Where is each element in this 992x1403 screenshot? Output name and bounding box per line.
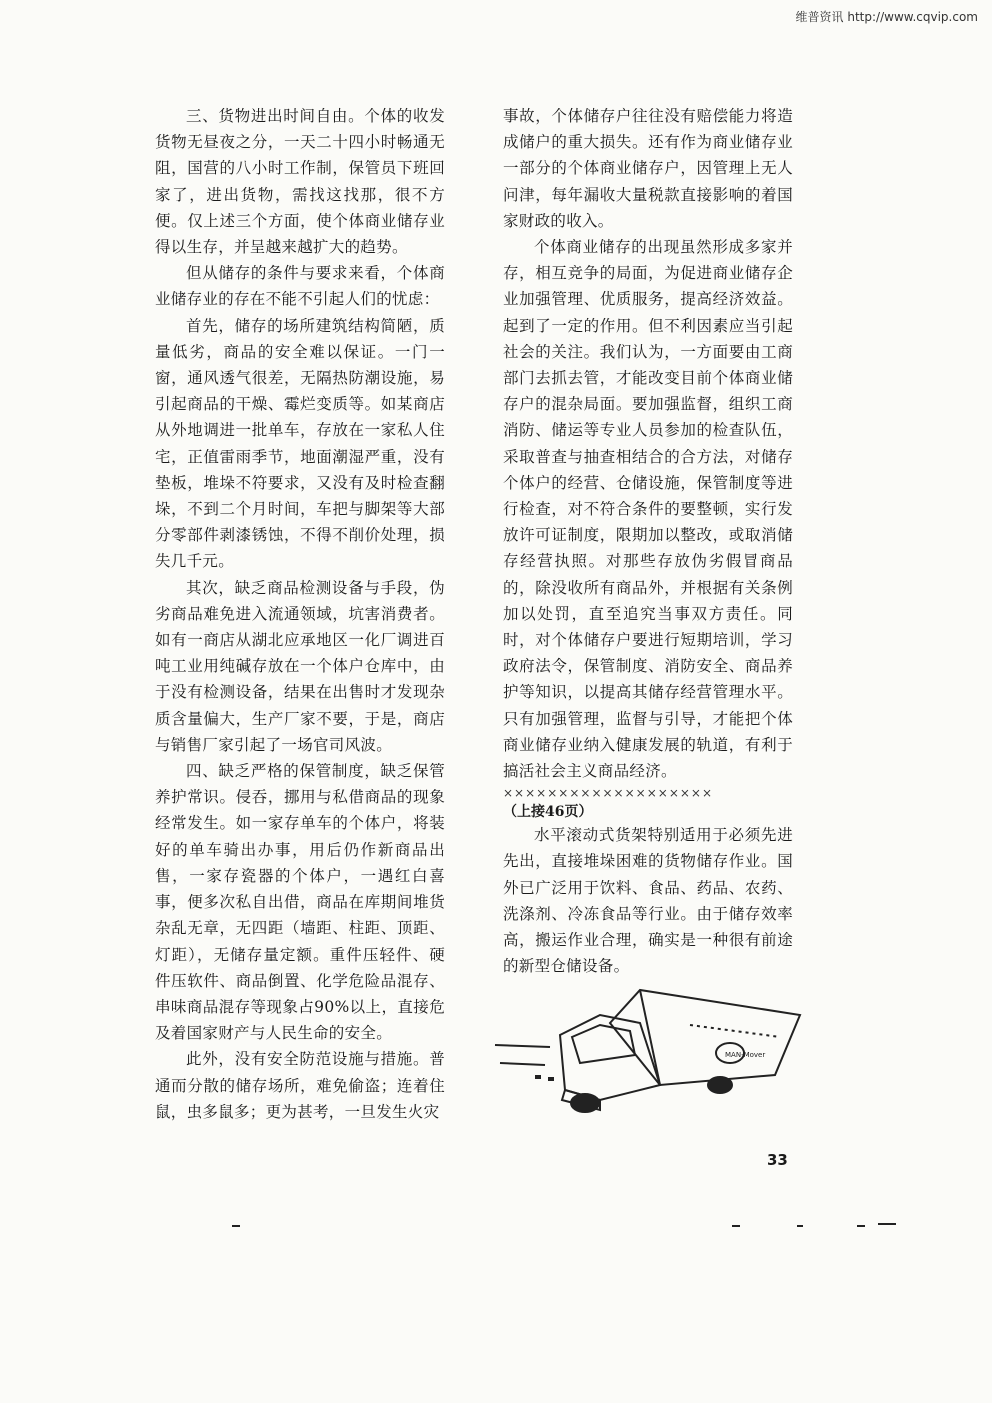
paragraph: 其次，缺乏商品检测设备与手段，伪劣商品难免进入流通领域，坑害消费者。如有一商店从湖北应承地区一化厂调进百吨工业用纯碱存放在一个体户仓库中，由于没有检测设备，结果在出售时才发现杂质含量偏大，生产厂家不要，于是，商店与销售厂家引起了一场官司风波。 — [155, 578, 445, 754]
scan-mark — [232, 1225, 240, 1227]
scan-mark — [878, 1223, 896, 1225]
page-number: 33 — [767, 1151, 788, 1169]
right-column — [503, 103, 793, 980]
paragraph: 水平滚动式货架特别适用于必须先进先出，直接堆垛困难的货物储存作业。国外已广泛用于饮料、食品、药品、农药、洗涤剂、冷冻食品等行业。由于储存效率高，搬运作业合理，确实是一种很有前途的新型仓储设备。 — [503, 826, 793, 976]
paragraph: 事故，个体储存户往往没有赔偿能力将造成储户的重大损失。还有作为商业储存业一部分的个体商业储存户，因管理上无人问津，每年漏收大量税款直接影响的着国家财政的收入。 — [503, 107, 793, 230]
paragraph: 个体商业储存的出现虽然形成多家并存，相互竞争的局面，为促进商业储存企业加强管理、优质服务，提高经济效益。起到了一定的作用。但不利因素应当引起社会的关注。我们认为，一方面要由工商部门去抓去管，才能改变目前个体商业储存户的混杂局面。要加强监督，组织工商消防、储运等专业人员参加的检查队伍，采取普查与抽查相结合的合方法，对储存个体户的经营、仓储设施，保管制度等进行检查，对不符合条件的要整顿，实行发放许可证制度，限期加以整改，或取消储存经营执照。对那些存放伪劣假冒商品的，除没收所有商品外，并根据有关条例加以处罚，直至追究当事双方责任。同时，对个体储存户要进行短期培训，学习政府法令，保管制度、消防安全、商品养护等知识，以提高其储存经营管理水平。只有加强管理，监督与引导，才能把个体商业储存业纳入健康发展的轨道，有利于搞活社会主义商品经济。 — [503, 238, 793, 781]
paragraph: 但从储存的条件与要求来看，个体商业储存业的存在不能不引起人们的忧虑： — [155, 264, 445, 309]
scan-mark — [857, 1225, 865, 1227]
paragraph: 首先，储存的场所建筑结构简陋，质量低劣，商品的安全难以保证。一门一窗，通风透气很差，无隔热防潮设施，易引起商品的干燥、霉烂变质等。如某商店从外地调进一批单车，存放在一家私人住宅，正值雷雨季节，地面潮湿严重，没有垫板，堆垛不符要求，又没有及时检查翻垛，不到二个月时间，车把与脚架等大部分零部件剥漆锈蚀，不得不削价处理，损失几千元。 — [155, 316, 445, 571]
watermark: 维普资讯 http://www.cqvip.com — [795, 10, 978, 24]
separator: ××××××××××××××××××× — [503, 786, 714, 801]
continued-note: （上接46页） — [503, 804, 593, 821]
scan-mark — [732, 1225, 740, 1227]
paragraph: 四、缺乏严格的保管制度，缺乏保管养护常识。侵吞，挪用与私借商品的现象经常发生。如一家存单车的个体户，将装好的单车骑出办事，用后仍作新商品出售，一家存瓷器的个体户，一遇红白喜事，便多次私自出借，商品在库期间堆货杂乱无章，无四距（墙距、柱距、顶距、灯距），无储存量定额。重件压轻件、硬件压软件、商品倒置、化学危险品混存、串味商品混存等现象占90%以上，直接危及着国家财产与人民生命的安全。 — [155, 762, 445, 1043]
truck-logo: MAN-Mover — [725, 1051, 766, 1059]
scan-mark — [797, 1225, 803, 1227]
paragraph: 三、货物进出时间自由。个体的收发货物无昼夜之分，一天二十四小时畅通无阻，国营的八小时工作制，保管员下班回家了，进出货物，需找这找那，很不方便。仅上述三个方面，使个体商业储存业得以生存，并呈越来越扩大的趋势。 — [155, 107, 445, 257]
paragraph: 此外，没有安全防范设施与措施。普通而分散的储存场所，难免偷盗；连着住鼠，虫多鼠多；更为甚考，一旦发生火灾 — [155, 1050, 445, 1121]
truck-illustration — [490, 985, 825, 1120]
left-column — [155, 103, 445, 1125]
